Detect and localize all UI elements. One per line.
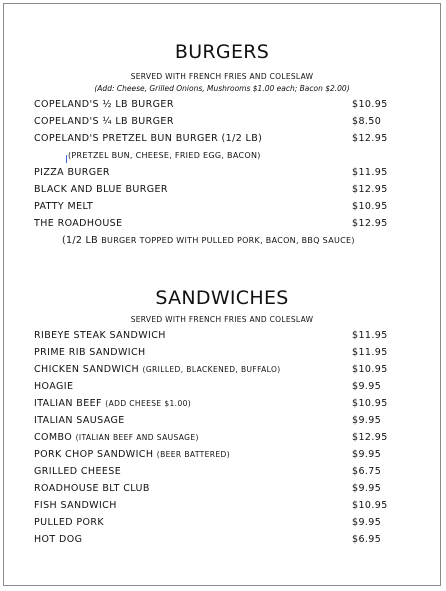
item-price: $9.95	[352, 449, 382, 460]
item-detail: (ITALIAN BEEF AND SAUSAGE)	[75, 433, 199, 442]
item-price: $10.95	[352, 398, 388, 409]
item-name	[34, 482, 150, 496]
item-price: $9.95	[352, 483, 382, 494]
item-name	[34, 465, 121, 479]
menu-item	[34, 499, 414, 513]
menu-item	[34, 431, 414, 445]
item-name-main: COMBO	[34, 432, 76, 443]
menu-item	[34, 414, 414, 428]
item-price: $8.50	[352, 116, 382, 127]
menu-item	[34, 217, 414, 231]
item-name: PIZZA BURGER	[34, 167, 110, 178]
item-name: COPELAND'S ¼ LB BURGER	[34, 116, 174, 127]
roadhouse-note	[62, 235, 355, 246]
item-name	[34, 414, 125, 428]
item-name-main: ITALIAN BEEF	[34, 398, 106, 409]
item-price: $10.95	[352, 364, 388, 375]
item-name-main: PULLED PORK	[34, 517, 105, 528]
item-price: $9.95	[352, 415, 382, 426]
menu-item	[34, 397, 414, 411]
menu-item	[34, 465, 414, 479]
item-price: $12.95	[352, 133, 388, 144]
item-detail: (BEER BATTERED)	[156, 450, 231, 459]
item-name-main: ROADHOUSE BLT CLUB	[34, 483, 150, 494]
item-name	[34, 516, 104, 530]
item-name	[34, 448, 230, 462]
item-price: $10.95	[352, 201, 388, 212]
sandwiches-title: SANDWICHES	[155, 287, 289, 309]
item-name	[34, 431, 199, 445]
item-price: $12.95	[352, 218, 388, 229]
item-name: COPELAND'S PRETZEL BUN BURGER (1/2 LB)	[34, 133, 263, 144]
roadhouse-note-part-b: BURGER TOPPED WITH PULLED PORK, BACON, BBQ SAUCE)	[101, 236, 355, 245]
item-name	[34, 499, 117, 513]
item-name-main: CHICKEN SANDWICH	[34, 364, 143, 375]
item-name-main: GRILLED CHEESE	[34, 466, 122, 477]
item-price: $11.95	[352, 167, 388, 178]
item-name: BLACK AND BLUE BURGER	[34, 184, 168, 195]
item-name: THE ROADHOUSE	[34, 218, 123, 229]
item-name	[34, 397, 191, 411]
item-price: $12.95	[352, 184, 388, 195]
menu-item	[34, 329, 414, 343]
menu-item	[34, 533, 414, 547]
item-name-main: HOT DOG	[34, 534, 83, 545]
menu-item	[34, 166, 414, 180]
menu-item	[34, 132, 414, 146]
item-name	[34, 363, 281, 377]
item-name-main: FISH SANDWICH	[34, 500, 117, 511]
item-name-main: HOAGIE	[34, 381, 74, 392]
pretzel-note: (PRETZEL BUN, CHEESE, FRIED EGG, BACON)	[68, 151, 261, 160]
menu-item	[34, 115, 414, 129]
item-name: PATTY MELT	[34, 201, 94, 212]
sandwiches-subtitle: SERVED WITH FRENCH FRIES AND COLESLAW	[130, 315, 314, 324]
item-price: $11.95	[352, 330, 388, 341]
menu-item	[34, 183, 414, 197]
menu-page	[3, 3, 441, 586]
item-name	[34, 329, 166, 343]
item-price: $6.95	[352, 534, 382, 545]
menu-item	[34, 98, 414, 112]
item-name	[34, 380, 73, 394]
item-detail: (GRILLED, BLACKENED, BUFFALO)	[142, 365, 281, 374]
menu-item	[34, 380, 414, 394]
menu-item	[34, 363, 414, 377]
menu-item	[34, 200, 414, 214]
item-price: $10.95	[352, 500, 388, 511]
item-name: COPELAND'S ½ LB BURGER	[34, 99, 174, 110]
item-price: $10.95	[352, 99, 388, 110]
item-name-main: PORK CHOP SANDWICH	[34, 449, 157, 460]
menu-item	[34, 448, 414, 462]
item-detail: (ADD CHEESE $1.00)	[105, 399, 192, 408]
item-name-main: RIBEYE STEAK SANDWICH	[34, 330, 166, 341]
item-name-main: PRIME RIB SANDWICH	[34, 347, 146, 358]
item-price: $6.75	[352, 466, 382, 477]
item-price: $9.95	[352, 517, 382, 528]
burgers-add-note: (Add: Cheese, Grilled Onions, Mushrooms $1.00 each; Bacon $2.00)	[94, 84, 350, 93]
menu-item	[34, 516, 414, 530]
item-name	[34, 346, 146, 360]
burgers-subtitle: SERVED WITH FRENCH FRIES AND COLESLAW	[130, 72, 314, 81]
item-name	[34, 533, 82, 547]
item-name-main: ITALIAN SAUSAGE	[34, 415, 125, 426]
item-price: $12.95	[352, 432, 388, 443]
burgers-title: BURGERS	[174, 41, 270, 63]
item-price: $11.95	[352, 347, 388, 358]
menu-item	[34, 346, 414, 360]
menu-item	[34, 482, 414, 496]
item-price: $9.95	[352, 381, 382, 392]
roadhouse-note-part-a: (1/2 LB	[62, 235, 102, 246]
